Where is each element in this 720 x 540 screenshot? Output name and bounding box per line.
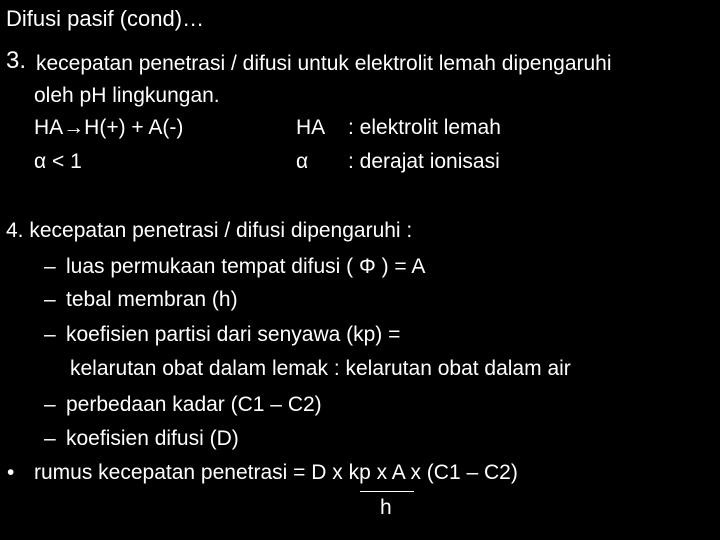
definition-alpha-symbol: α	[296, 150, 309, 173]
definition-ha-text: : elektrolit lemah	[348, 116, 501, 139]
point-4-dash: –	[44, 393, 56, 416]
alpha-condition: α < 1	[34, 150, 82, 173]
dissociation-equation: HA→H(+) + A(-)	[34, 116, 184, 139]
definition-ha-symbol: HA	[296, 116, 326, 139]
point-4-item-thickness: tebal membran (h)	[66, 288, 238, 311]
formula-denominator: h	[380, 496, 392, 519]
point-4-item-diffusion: koefisien difusi (D)	[66, 427, 239, 450]
point-4-dash: –	[44, 427, 56, 450]
point-4-item-area: luas permukaan tempat difusi ( Φ ) = A	[66, 255, 426, 278]
slide-title: Difusi pasif (cond)…	[6, 6, 205, 31]
point-4-item-partition: koefisien partisi dari senyawa (kp) =	[66, 323, 401, 346]
fraction-bar	[360, 491, 414, 492]
point-4-dash: –	[44, 288, 56, 311]
point-4-item-concentration: perbedaan kadar (C1 – C2)	[66, 393, 322, 416]
point-3-text: kecepatan penetrasi / difusi untuk elektrolit lemah dipengaruhi	[36, 52, 612, 75]
point-4-dash: –	[44, 255, 56, 278]
definition-alpha-text: : derajat ionisasi	[348, 150, 500, 173]
point-4-dash: –	[44, 323, 56, 346]
point-3-text-continued: oleh pH lingkungan.	[34, 84, 220, 107]
partition-detail: kelarutan obat dalam lemak : kelarutan obat dalam air	[70, 357, 571, 380]
point-4-intro: 4. kecepatan penetrasi / difusi dipengaruhi :	[6, 219, 413, 242]
formula-text: rumus kecepatan penetrasi = D x kp x A x (C1 – C2)	[34, 461, 518, 484]
formula-bullet: •	[7, 461, 15, 484]
point-3-number: 3.	[6, 47, 27, 74]
